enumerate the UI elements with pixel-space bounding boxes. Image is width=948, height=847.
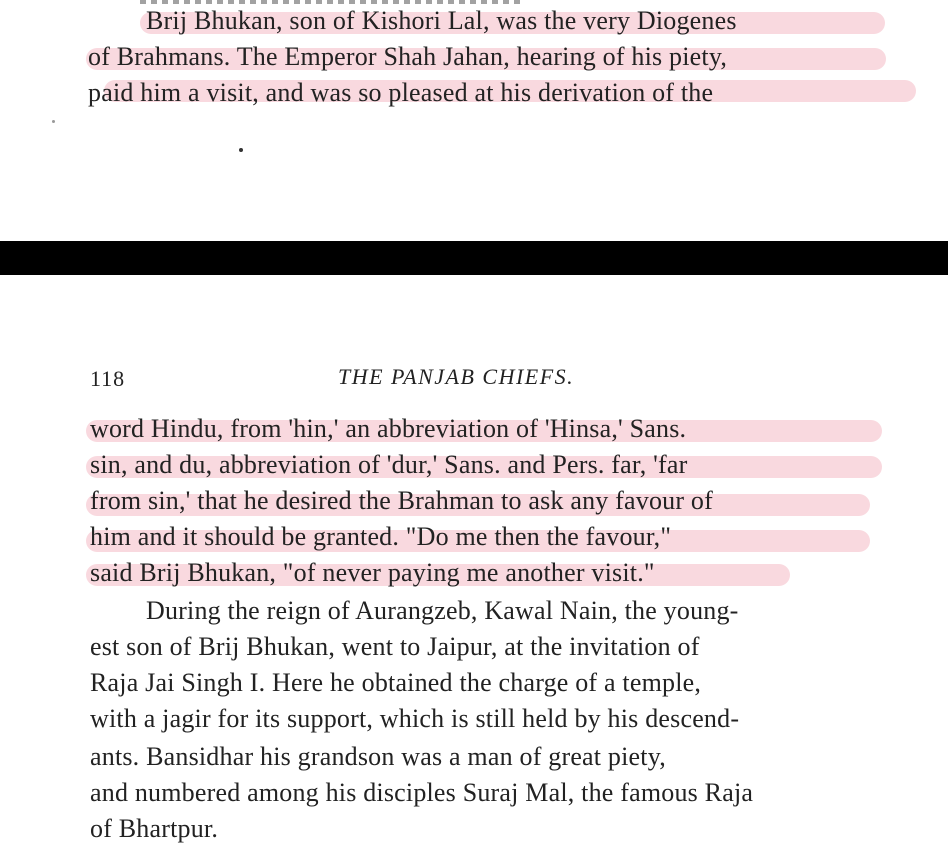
body-line-6: During the reign of Aurangzeb, Kawal Nain, the young- — [146, 596, 739, 625]
body-line-7: est son of Brij Bhukan, went to Jaipur, at the invitation of — [90, 632, 700, 661]
body-line-12: of Bhartpur. — [90, 814, 219, 843]
body-line-10: ants. Bansidhar his grandson was a man of great piety, — [90, 742, 666, 771]
body-line-1: word Hindu, from 'hin,' an abbreviation of 'Hinsa,' Sans. — [90, 414, 687, 443]
body-line-11: and numbered among his disciples Suraj Mal, the famous Raja — [90, 778, 754, 807]
body-line-5: said Brij Bhukan, "of never paying me another visit." — [90, 558, 655, 587]
body-line-8: Raja Jai Singh I. Here he obtained the charge of a temple, — [90, 668, 702, 697]
body-line-3: from sin,' that he desired the Brahman to ask any favour of — [90, 486, 713, 515]
page-number: 118 — [90, 366, 126, 391]
cropped-previous-line — [140, 0, 520, 4]
top-line-2: of Brahmans. The Emperor Shah Jahan, hearing of his piety, — [88, 42, 728, 71]
stray-dot — [239, 148, 243, 152]
body-line-2: sin, and du, abbreviation of 'dur,' Sans. and Pers. far, 'far — [90, 450, 688, 479]
body-line-9: with a jagir for its support, which is still held by his descend- — [90, 704, 740, 733]
top-line-3: paid him a visit, and was so pleased at his derivation of the — [88, 78, 714, 107]
running-title: THE PANJAB CHIEFS. — [338, 364, 575, 389]
top-line-1: Brij Bhukan, son of Kishori Lal, was the very Diogenes — [146, 6, 737, 35]
stray-mark — [52, 120, 55, 123]
body-line-4: him and it should be granted. "Do me then the favour," — [90, 522, 672, 551]
page-divider-band — [0, 241, 948, 275]
